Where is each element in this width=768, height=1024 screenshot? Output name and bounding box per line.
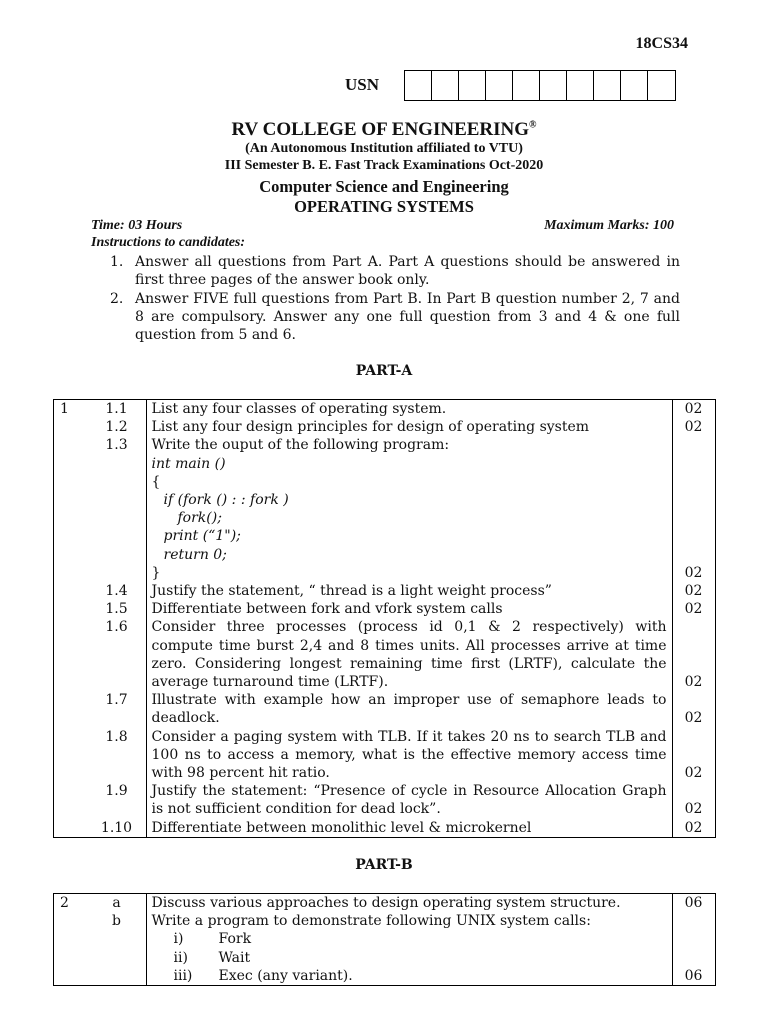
table-cell: [54, 782, 88, 818]
table-cell: 02: [672, 728, 715, 783]
table-cell: 06: [672, 912, 715, 985]
table-cell: 02: [672, 400, 715, 419]
question-text: Write the ouput of the following program:: [151, 437, 450, 454]
table-cell: 06: [672, 894, 715, 913]
table-cell: 1.8: [88, 728, 147, 783]
affiliation: (An Autonomous Institution affiliated to VTU): [245, 141, 523, 156]
table-row: [54, 819, 716, 838]
table-cell: 1.7: [88, 691, 147, 727]
table-cell: [54, 418, 88, 436]
table-cell: Consider a paging system with TLB. If it takes 20 ns to search TLB and 100 ns to access a memory, what is the effective memory access time with 98 percent hit ratio.: [146, 728, 672, 783]
department: Computer Science and Engineering: [259, 177, 509, 196]
table-cell: [54, 691, 88, 727]
table-row: [54, 894, 716, 913]
part-a-table: [53, 399, 716, 838]
table-cell: a: [88, 894, 147, 913]
table-cell: Discuss various approaches to design operating system structure.: [146, 894, 672, 913]
list-item: i) Fork: [173, 931, 252, 948]
table-cell: Differentiate between monolithic level & microkernel: [146, 819, 672, 838]
list-item: iii) Exec (any variant).: [173, 967, 353, 984]
usn-label: USN: [345, 75, 380, 94]
table-row: [54, 400, 716, 419]
table-row: [54, 418, 716, 436]
table-cell: 02: [672, 436, 715, 582]
table-cell: [54, 819, 88, 838]
table-cell: 02: [672, 582, 715, 600]
table-cell: 1: [54, 400, 88, 419]
table-cell: [54, 600, 88, 618]
table-cell: Differentiate between fork and vfork system calls: [146, 600, 672, 618]
table-row: [54, 782, 716, 818]
table-cell: [54, 618, 88, 691]
college-name: RV COLLEGE OF ENGINEERING®: [231, 119, 537, 140]
table-cell: Consider three processes (process id 0,1 & 2 respectively) with compute time burst 2,4 and 8 times units. All processes arrive at time zero. Considering longest remaining time first (LRTF), calculate the average turnaround time (LRTF).: [146, 618, 672, 691]
table-cell: List any four design principles for design of operating system: [146, 418, 672, 436]
instructions-title: Instructions to candidates:: [91, 235, 246, 250]
semester: III Semester B. E. Fast Track Examinations Oct-2020: [224, 158, 544, 173]
table-cell: [54, 912, 88, 985]
table-cell: 1.10: [88, 819, 147, 838]
table-cell: [146, 436, 672, 582]
question-text: Write a program to demonstrate following UNIX system calls:: [151, 913, 591, 930]
table-cell: 02: [672, 819, 715, 838]
table-row: [54, 436, 716, 582]
table-row: [54, 728, 716, 783]
usn-boxes: [404, 70, 676, 101]
table-cell: [54, 728, 88, 783]
table-cell: 02: [672, 418, 715, 436]
time-duration: Time: 03 Hours: [91, 218, 183, 233]
table-cell: 1.3: [88, 436, 147, 582]
code-block: int main () { if (fork () : : fork ) fork(); print (“1"); return 0; }: [151, 455, 289, 581]
instruction-item: 1. Answer all questions from Part A. Part A questions should be answered in first three pages of the answer book only.: [110, 254, 680, 288]
table-cell: [54, 582, 88, 600]
instructions-list: [110, 253, 680, 345]
table-cell: Justify the statement, “ thread is a light weight process”: [146, 582, 672, 600]
subject: OPERATING SYSTEMS: [294, 197, 474, 216]
table-cell: 02: [672, 600, 715, 618]
table-cell: 02: [672, 782, 715, 818]
table-row: [54, 912, 716, 985]
table-row: [54, 691, 716, 727]
part-b-title: PART-B: [355, 857, 413, 873]
table-cell: Justify the statement: “Presence of cycle in Resource Allocation Graph is not sufficient condition for dead lock”.: [146, 782, 672, 818]
max-marks: Maximum Marks: 100: [544, 218, 674, 233]
table-cell: [146, 912, 672, 985]
table-cell: 02: [672, 618, 715, 691]
table-cell: List any four classes of operating system.: [146, 400, 672, 419]
table-row: [54, 582, 716, 600]
table-cell: 2: [54, 894, 88, 913]
table-cell: 1.6: [88, 618, 147, 691]
table-row: [54, 618, 716, 691]
table-cell: b: [88, 912, 147, 985]
table-cell: 1.4: [88, 582, 147, 600]
list-item: ii) Wait: [173, 949, 251, 966]
table-cell: 02: [672, 691, 715, 727]
table-cell: 1.9: [88, 782, 147, 818]
table-cell: 1.2: [88, 418, 147, 436]
table-cell: Illustrate with example how an improper use of semaphore leads to deadlock.: [146, 691, 672, 727]
table-row: [54, 600, 716, 618]
instruction-item: 2. Answer FIVE full questions from Part B. In Part B question number 2, 7 and 8 are compulsory. Answer any one full question from 3 and 4 & one full question from 5 and 6.: [110, 291, 680, 343]
course-code: 18CS34: [635, 35, 688, 52]
table-cell: 1.5: [88, 600, 147, 618]
part-a-title: PART-A: [355, 363, 413, 379]
table-cell: 1.1: [88, 400, 147, 419]
table-cell: [54, 436, 88, 582]
part-b-table: [53, 893, 716, 986]
